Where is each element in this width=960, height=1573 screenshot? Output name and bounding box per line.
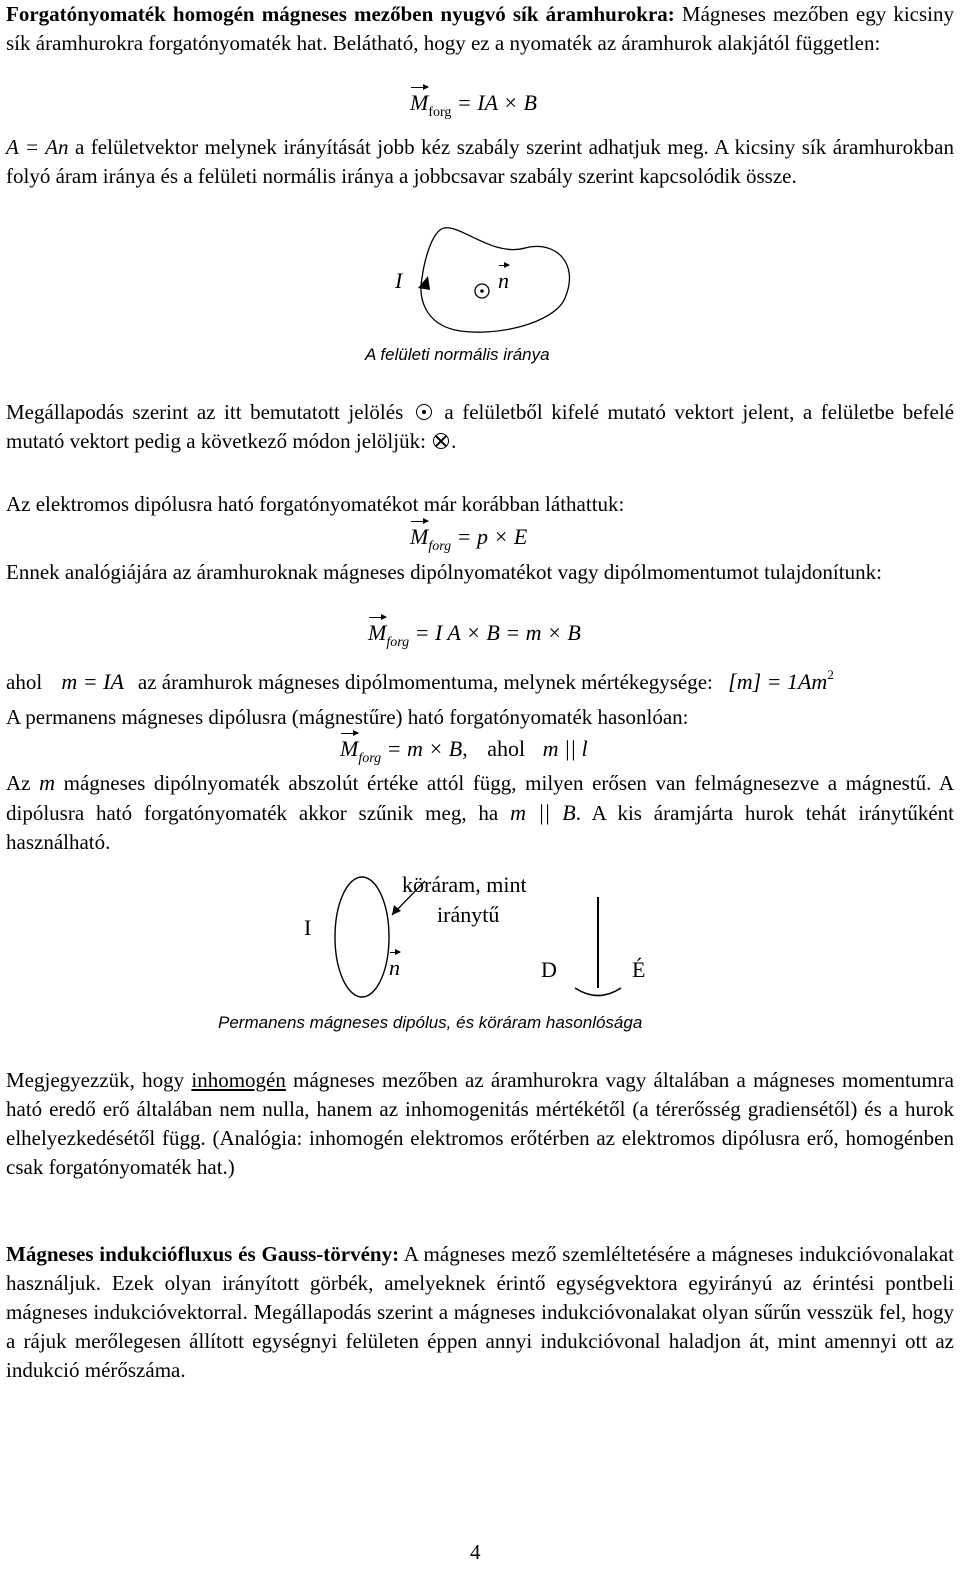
surface-normal-figure	[380, 218, 600, 348]
eq1-rhs: = IA × B	[456, 90, 537, 115]
dipole-moment-paragraph: ahol m = IA az áramhurok mágneses dipólmomentuma, melynek mértékegysége: $[m] = 1Am^2$	[6, 667, 834, 694]
inhomogeneous-paragraph: Megjegyezzük, hogy inhomogén mágneses mezőben az áramhurokra vagy általában a mágneses momentumra ható eredő erő általában nem nulla, hanem az inhomogenitás mértékétől (a térerősség gradiensétől) és a hurok elhelyezkedésétől függ. (Analógia: inhomogén elektromos erőtérben az elektromos dipólusra erő, homogénben csak forgatónyomaték hat.)	[6, 1068, 954, 1179]
inhomogeneous-term: inhomogén	[191, 1068, 286, 1092]
surface-vector-text: a felületvektor melynek irányítását jobb kéz szabály szerint adhatjuk meg. A kicsiny sík áramhurokban folyó áram iránya és a felületi normális iránya a jobbcsavar szabály szerint kapcsolódik össze.	[6, 135, 954, 188]
equation-electric-dipole: $M_{forg} = p \times E$	[410, 524, 528, 554]
into-plane-icon	[433, 433, 449, 449]
fig2-loop-compass-label: köráram, mint	[402, 872, 527, 897]
section-heading-flux: Mágneses indukciófluxus és Gauss-törvény:	[6, 1242, 400, 1266]
equation-magnetic-dipole: $M_{forg} = I$ A × B = m × B	[368, 620, 581, 650]
eq1-sub: forg	[428, 105, 452, 120]
fig2-caption: Permanens mágneses dipólus, és köráram hasonlósága	[218, 1013, 643, 1032]
equation-torque-loop	[410, 90, 537, 121]
fig1-current-label: I	[395, 268, 403, 293]
equation-permanent-dipole: $M_{forg} = m \times B$, ahol m || l	[340, 736, 588, 766]
fig2-current-label: I	[304, 915, 312, 940]
eq1-lhs: M	[410, 90, 429, 115]
fig2-south-label: D	[541, 957, 557, 982]
out-of-plane-icon	[416, 404, 432, 420]
permanent-dipole-paragraph: A permanens mágneses dipólusra (mágnestűre) ható forgatónyomaték hasonlóan:	[6, 705, 689, 729]
fig2-compass-label: iránytű	[437, 902, 500, 927]
electric-dipole-paragraph: Az elektromos dipólusra ható forgatónyomatékot már korábban láthattuk:	[6, 492, 625, 516]
fig1-normal-label: n	[498, 268, 509, 293]
fig1-caption: A felületi normális iránya	[365, 345, 550, 364]
area-vector-equation: A = An	[6, 135, 69, 159]
surface-vector-paragraph	[6, 133, 954, 191]
notation-paragraph: Megállapodás szerint az itt bemutatott jelölés a felületből kifelé mutató vektort jelent, a felületbe befelé mutató vektort pedig a következő módon jelöljük: .	[6, 400, 955, 453]
compass-paragraph: Az m mágneses dipólnyomaték abszolút értéke attól függ, milyen erősen van felmágnesezve a mágnestű. A dipólusra ható forgatónyomaték akkor szűnik meg, ha m || B. A kis áramjárta hurok tehát iránytűként használható.	[6, 770, 955, 854]
analogy-paragraph: Ennek analógiájára az áramhuroknak mágneses dipólnyomatékot vagy dipólmomentumot tulajdonítunk:	[6, 560, 882, 584]
fig2-north-label: É	[632, 957, 646, 982]
section-heading-torque: Forgatónyomaték homogén mágneses mezőben nyugvó sík áramhurokra:	[6, 2, 675, 26]
page-number: 4	[470, 1540, 481, 1564]
flux-gauss-paragraph: Mágneses indukciófluxus és Gauss-törvény: A mágneses mező szemléltetésére a mágneses indukcióvonalakat használjuk. Ezek olyan irányított görbék, amelyeknek érintő egységvektora egyirányú az érintési pontbeli mágneses indukcióvektorral. Megállapodás szerint a mágneses indukcióvonalakat olyan sűrűn vesszük fel, hogy a rájuk merőlegesen állított egységnyi felületen éppen annyi indukcióvonal haladjon át, mint amennyi ott az indukció mérőszáma.	[6, 1242, 955, 1382]
intro-paragraph	[6, 0, 954, 58]
intro-text: Mágneses mezőben egy kicsiny sík áramhurokra forgatónyomaték hat. Belátható, hogy ez a nyomaték az áramhurok alakjától független:	[6, 2, 954, 55]
fig2-normal-label: n	[389, 955, 400, 980]
